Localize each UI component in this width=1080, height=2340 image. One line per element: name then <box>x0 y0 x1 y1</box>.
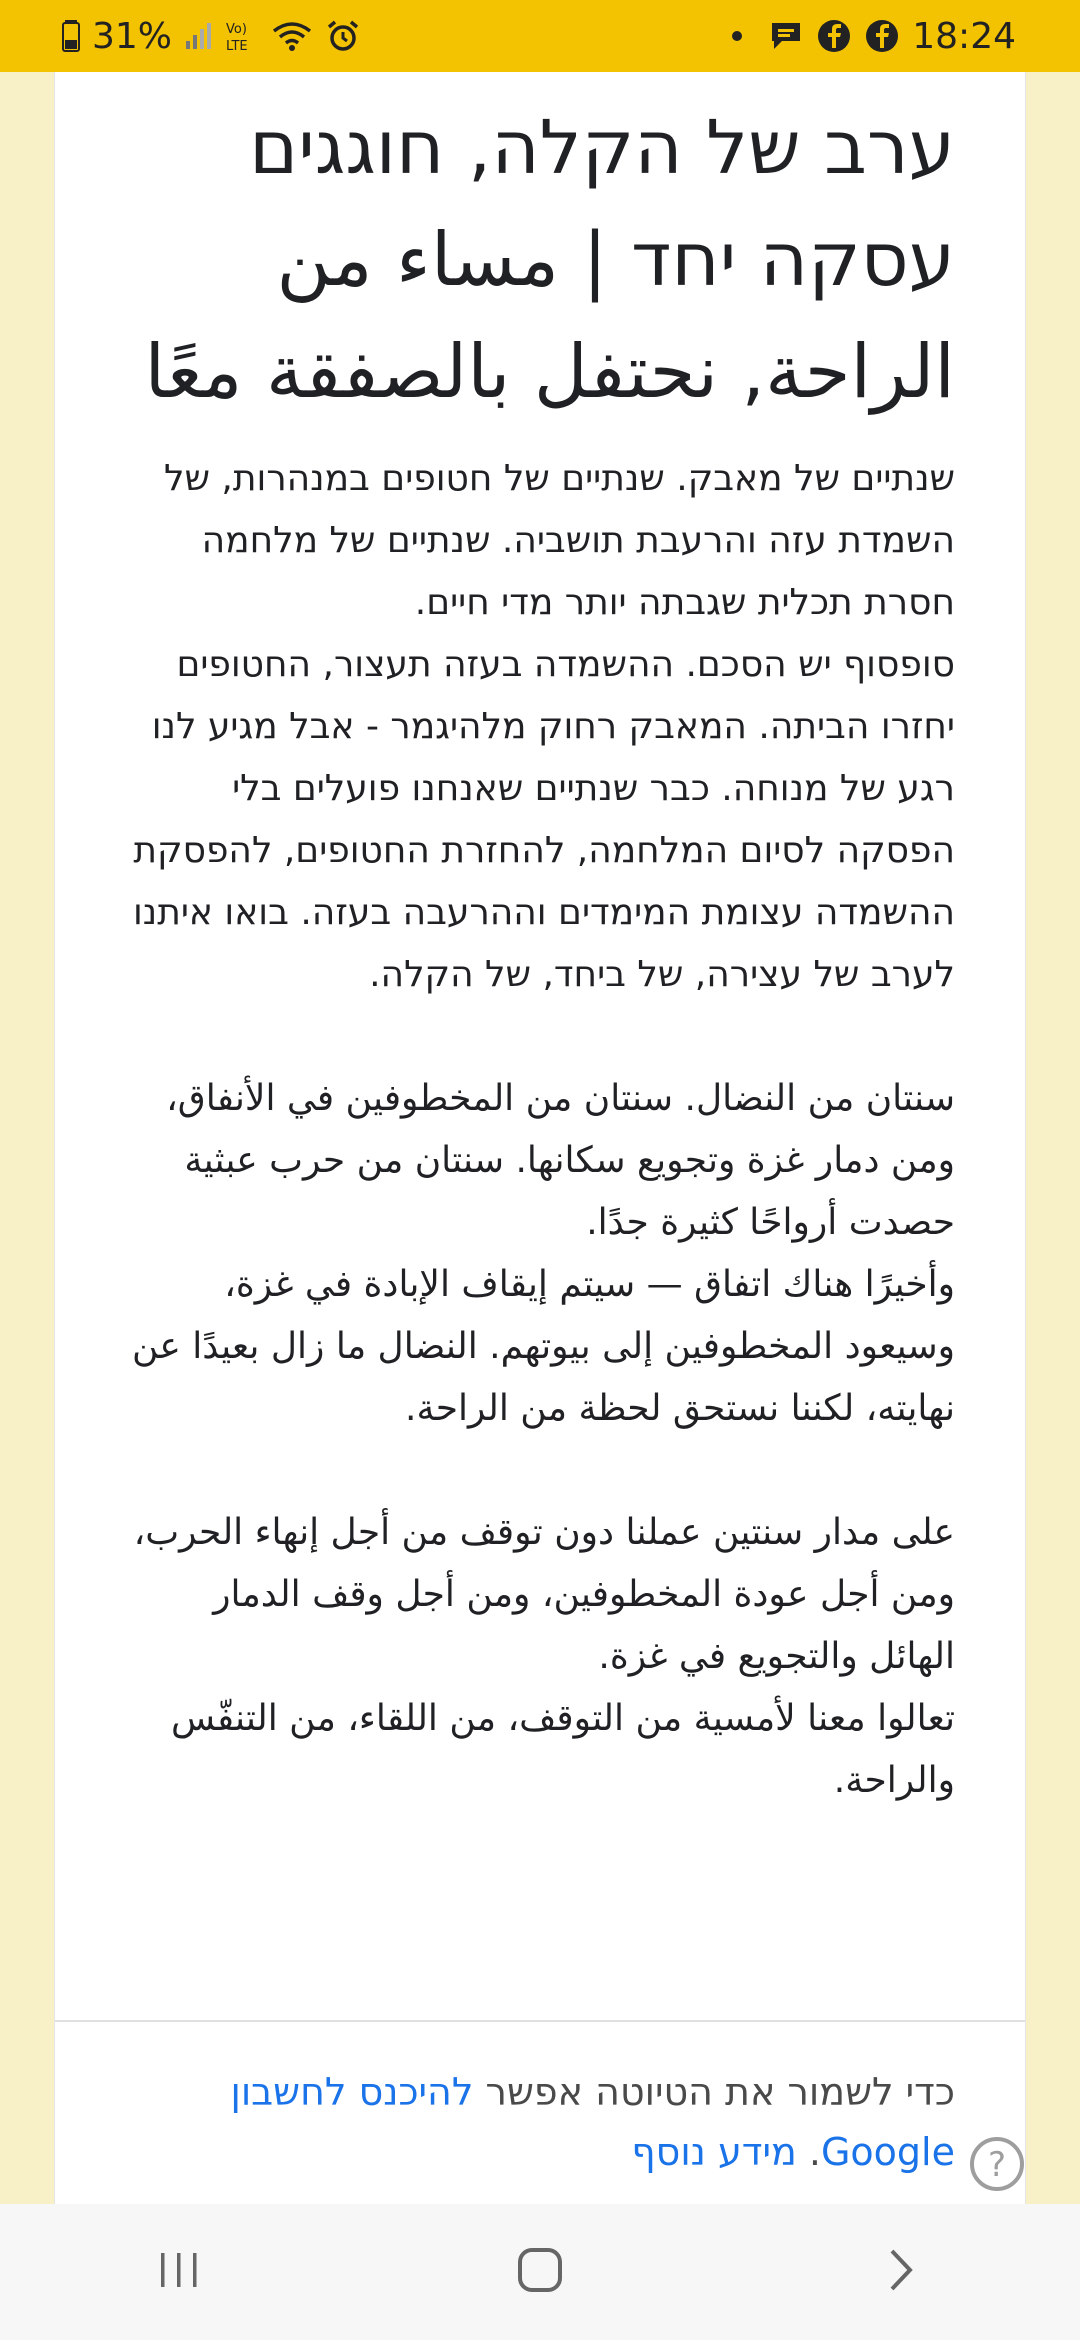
login-google-link[interactable]: להיכנס לחשבון Google <box>230 2070 955 2174</box>
notification-dot-icon <box>732 31 742 41</box>
system-nav-bar <box>0 2204 1080 2340</box>
arabic-description-1: سنتان من النضال. سنتان من المخطوفين في الأنفاق، ومن دمار غزة وتجويع سكانها. سنتان من حرب عبثية حصدت أرواحًا كثيرة جدًا. وأخيرًا هناك اتفاق — سيتم إيقاف الإبادة في غزة، وسيعود المخطوفين إلى بيوتهم. النضال ما زال بعيدًا عن نهايته، لكننا نستحق لحظة من الراحة. <box>131 1078 955 1429</box>
page-background-left <box>0 72 54 2204</box>
chat-icon <box>768 19 804 53</box>
arabic-description-2: على مدار سنتين عملنا دون توقف من أجل إنهاء الحرب، ومن أجل عودة المخطوفين، ومن أجل وقف الدمار الهائل والتجويع في غزة. تعالوا معنا لأمسية من التوقف، من اللقاء، من التنفّس والراحة. <box>133 1512 955 1801</box>
draft-save-note <box>215 2062 955 2182</box>
volte-icon <box>226 19 258 53</box>
form-title: ערב של הקלה, חוגגים עסקה יחד | مساء من الراحة, نحتفل بالصفقة معًا <box>144 105 955 415</box>
more-info-link[interactable]: מידע נוסף <box>631 2130 797 2174</box>
home-button[interactable] <box>480 2232 600 2312</box>
svg-text:?: ? <box>987 2145 1007 2185</box>
recent-apps-icon <box>155 2245 205 2299</box>
hebrew-description: שנתיים של מאבק. שנתיים של חטופים במנהרות, של השמדת עזה והרעבת תושביה. שנתיים של מלחמה חסרת תכלית שגבתה יותר מדי חיים. סופסוף יש הסכם. ההשמדה בעזה תעצור, החטופים יחזרו הביתה. המאבק רחוק מלהיגמר - אבל מגיע לנו רגע של מנוחה. כבר שנתיים שאנחנו פועלים בלי הפסקה לסיום המלחמה, להחזרת החטופים, להפסקת ההשמדה עצומת המימדים וההרעבה בעזה. בואו איתנו לערב של עצירה, של ביחד, של הקלה. <box>132 458 955 995</box>
divider <box>55 2020 1025 2022</box>
alarm-icon <box>326 19 360 53</box>
signal-icon <box>184 21 214 51</box>
back-button[interactable] <box>840 2232 960 2312</box>
note-separator: . <box>796 2130 821 2174</box>
facebook-icon <box>816 18 852 54</box>
status-right <box>732 16 1016 57</box>
battery-percent: 31% <box>92 15 173 57</box>
wifi-icon <box>270 19 314 53</box>
status-bar <box>0 0 1080 72</box>
page-background-right <box>1026 72 1080 2204</box>
spacer <box>125 1440 955 1502</box>
svg-text:Vo): Vo) <box>226 22 247 37</box>
draft-note-text: כדי לשמור את הטיוטה אפשר <box>473 2070 955 2114</box>
form-content <box>125 72 955 1812</box>
recent-apps-button[interactable] <box>120 2232 240 2312</box>
facebook-icon <box>864 18 900 54</box>
clock: 18:24 <box>912 15 1016 57</box>
form-description-card <box>54 72 1026 2204</box>
status-left <box>62 16 360 57</box>
back-icon <box>875 2245 925 2299</box>
battery-icon <box>62 20 80 52</box>
help-circle-icon[interactable] <box>969 2136 1025 2192</box>
svg-text:LTE: LTE <box>226 39 248 53</box>
home-icon <box>515 2245 565 2299</box>
spacer <box>125 1006 955 1068</box>
